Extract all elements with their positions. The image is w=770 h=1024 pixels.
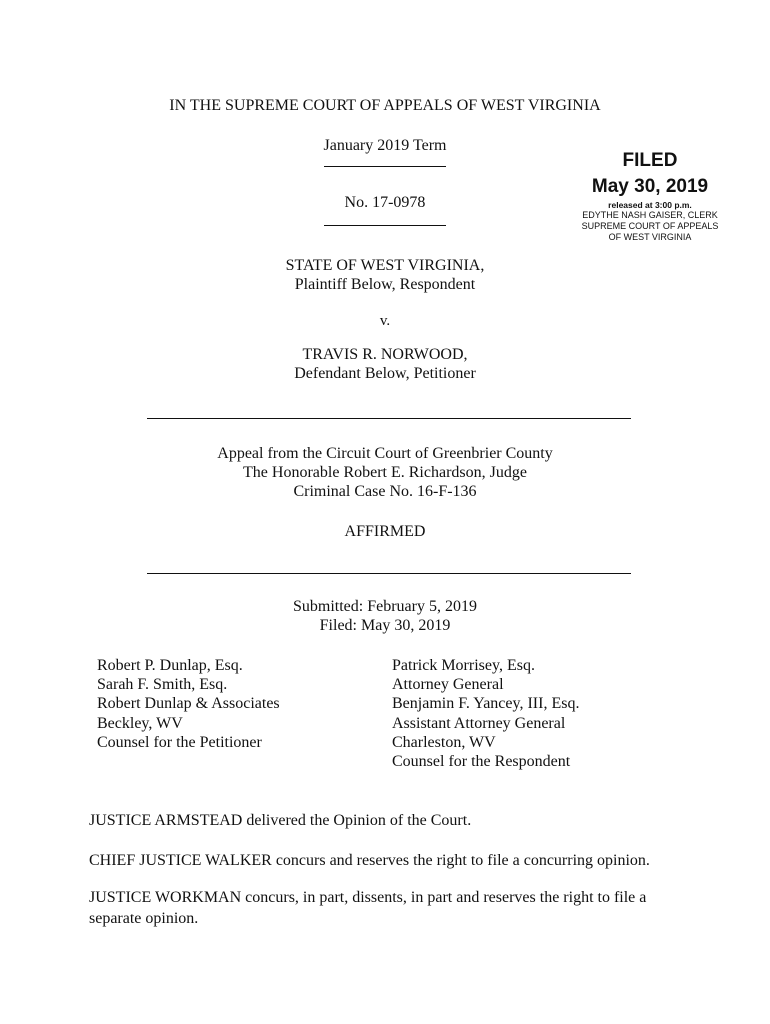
appeal-court: Appeal from the Circuit Court of Greenbrier County <box>217 445 553 462</box>
dissent-line: JUSTICE WORKMAN concurs, in part, dissents, in part and reserves the right to file a <box>89 889 647 906</box>
term: January 2019 Term <box>323 137 447 154</box>
court-title: IN THE SUPREME COURT OF APPEALS OF WEST VIRGINIA <box>169 97 601 114</box>
counsel-line: Charleston, WV <box>392 733 496 751</box>
defendant-role: Defendant Below, Petitioner <box>294 365 476 382</box>
filed-date-text: Filed: May 30, 2019 <box>319 617 451 634</box>
appeal-judge: The Honorable Robert E. Richardson, Judge <box>243 464 527 481</box>
filed-court-line1: SUPREME COURT OF APPEALS <box>581 221 719 231</box>
disposition: AFFIRMED <box>344 523 426 540</box>
dissent-statement <box>89 888 646 930</box>
appeal-case-number: Criminal Case No. 16-F-136 <box>293 483 477 500</box>
filed-date: May 30, 2019 <box>591 176 709 197</box>
dissent-line: separate opinion. <box>89 910 199 927</box>
filed-time: released at 3:00 p.m. <box>608 200 692 210</box>
counsel-line: Counsel for the Petitioner <box>97 733 262 751</box>
counsel-line: Robert P. Dunlap, Esq. <box>97 657 243 674</box>
counsel-petitioner <box>97 656 280 752</box>
counsel-line: Attorney General <box>392 676 504 694</box>
counsel-line: Robert Dunlap & Associates <box>97 695 280 713</box>
dates-block <box>0 597 770 635</box>
appeal-block <box>0 444 770 501</box>
divider-long-top <box>147 418 631 419</box>
divider-short-bottom <box>324 225 446 226</box>
filed-stamp <box>575 150 725 243</box>
filed-label: FILED <box>622 150 678 171</box>
plaintiff-name: STATE OF WEST VIRGINIA, <box>285 257 485 274</box>
filed-clerk: EDYTHE NASH GAISER, CLERK <box>582 210 718 220</box>
counsel-line: Sarah F. Smith, Esq. <box>97 676 228 694</box>
counsel-line: Patrick Morrisey, Esq. <box>392 657 535 674</box>
plaintiff-role: Plaintiff Below, Respondent <box>294 276 476 293</box>
docket-number: No. 17-0978 <box>344 194 426 211</box>
concur-statement: CHIEF JUSTICE WALKER concurs and reserves the right to file a concurring opinion. <box>89 852 650 869</box>
counsel-respondent <box>392 656 579 771</box>
versus: v. <box>379 313 391 329</box>
opinion-statement: JUSTICE ARMSTEAD delivered the Opinion of the Court. <box>89 812 472 829</box>
counsel-line: Beckley, WV <box>97 714 183 732</box>
counsel-line: Counsel for the Respondent <box>392 752 571 770</box>
defendant-block <box>0 345 770 383</box>
counsel-line: Assistant Attorney General <box>392 714 566 732</box>
counsel-line: Benjamin F. Yancey, III, Esq. <box>392 695 580 713</box>
divider-long-bottom <box>147 573 631 574</box>
filed-court-line2: OF WEST VIRGINIA <box>608 232 692 242</box>
plaintiff-block <box>0 256 770 294</box>
submitted-date: Submitted: February 5, 2019 <box>293 598 477 615</box>
divider-short-top <box>324 166 446 167</box>
defendant-name: TRAVIS R. NORWOOD, <box>302 346 468 363</box>
